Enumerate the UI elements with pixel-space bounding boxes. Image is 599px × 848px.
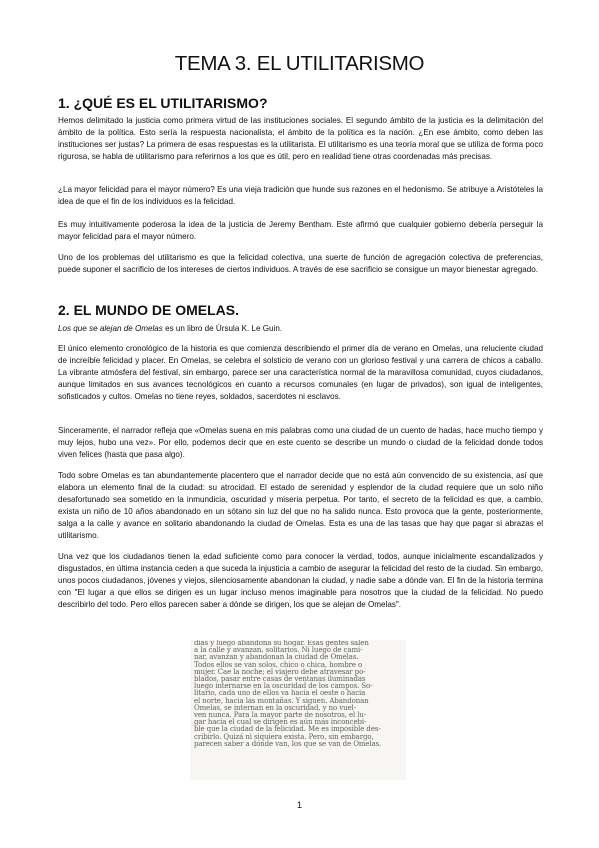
paragraph: Uno de los problemas del utilitarismo es que la felicidad colectiva, una suerte de función de agregación colectiva de preferencias, puede suponer el sacrificio de los intereses de ciertos individuos. A través de ese sacrificio se consigue un mayor bienestar agregado.	[58, 253, 543, 274]
scanned-book-excerpt-image	[190, 640, 406, 780]
scan-line: litario, cada uno de ellos va hacia el oeste o hacia	[194, 689, 366, 698]
scan-line: días y luego abandona su hogar. Esas gentes salen	[194, 640, 369, 647]
book-title: Los que se alejan de Omelas	[58, 324, 163, 333]
paragraph: Sinceramente, el narrador refleja que «Omelas suena en mis palabras como una ciudad de un cuento de hadas, hace mucho tiempo y muy lejos, hubo una vez». Por ello, podemos decir que en este cuento se describe un mundo o ciudad de la felicidad donde todos viven felices (hasta que pasa algo).	[58, 426, 543, 459]
scan-line: a la calle y avanzan, solitarios. Ni luego de cami-	[194, 646, 363, 655]
page-number: 1	[296, 800, 302, 810]
paragraph: ¿La mayor felicidad para el mayor número? Es una vieja tradición que hunde sus razones en el hedonismo. Se atribuye a Aristóteles la idea de que el fin de los individuos es la felicidad.	[58, 185, 543, 206]
paragraph: Es muy intuitivamente poderosa la idea de la justicia de Jeremy Bentham. Este afirmó que cualquier gobierno debería perseguir la mayor felicidad para el mayor número.	[58, 220, 543, 241]
section-heading-utilitarismo: 1. ¿QUÉ ES EL UTILITARISMO?	[58, 95, 268, 111]
scan-line: mujer. Cae la noche; el viajero debe atravesar po-	[194, 667, 366, 676]
scan-line: luego internarse en la oscuridad de los campos. So-	[194, 682, 373, 691]
scan-line: gar hacia el cual se dirigen es aún más inconcebi-	[194, 718, 367, 727]
scan-line: cribirlo. Quizá ni siquiera exista. Pero, sin embargo,	[194, 732, 374, 741]
scan-line: Todos ellos se van solos, chico o chica, hombre o	[194, 660, 363, 669]
scan-line: parecen saber a dónde van, los que se van de Omelas.	[194, 739, 382, 748]
book-reference	[58, 323, 543, 335]
section-heading-omelas: 2. EL MUNDO DE OMELAS.	[58, 302, 239, 318]
paragraph: Una vez que los ciudadanos tienen la edad suficiente como para conocer la verdad, todos, aunque inicialmente escandalizados y disgustados, en última instancia ceden a que suceda la injusticia a cambio de asegurar la felicidad del resto de la ciudad. Sin embargo, unos pocos ciudadanos, jóvenes y viejos, silenciosamente abandonan la ciudad, y nadie sabe a dónde van. El fin de la historia termina con "El lugar a que ellos se dirigen es un lugar incluso menos imaginable para nosotros que la ciudad de la felicidad. No puedo describirlo del todo. Pero ellos parecen saber a dónde se dirigen, los que se alejan de Omelas".	[58, 552, 543, 609]
scan-line: el norte, hacia las montañas. Y siguen. Abandonan	[194, 696, 369, 705]
scan-line: Omelas, se internan en la oscuridad, y no vuel-	[194, 703, 356, 712]
scan-line: blados, pasar entre casas de ventanas iluminadas	[194, 675, 366, 684]
scan-line: nar, avanzan y abandonan la ciudad de Omelas.	[194, 653, 359, 662]
page-title: TEMA 3. EL UTILITARISMO	[174, 52, 425, 75]
book-author-text: es un libro de Úrsula K. Le Guin.	[162, 324, 283, 333]
scan-line: ble que la ciudad de la felicidad. Me es imposible des-	[194, 725, 381, 734]
paragraph: El único elemento cronológico de la historia es que comienza describiendo el primer día de verano en Omelas, una reluciente ciudad de increíble felicidad y placer. En Omelas, se celebra el solsticio de verano con un glorioso festival y una carrera de chicos a caballo. La vibrante atmósfera del festival, sin embargo, parece ser una característica normal de la maravillosa comunidad, cuyos ciudadanos, aunque limitados en sus avances tecnológicos en cuanto a recursos comunales (en lugar de privados), son igual de inteligentes, sofisticados y cultos. Omelas no tiene reyes, soldados, sacerdotes ni esclavos.	[58, 344, 543, 401]
scan-line: ven nunca. Para la mayor parte de nosotros, el lu-	[194, 711, 367, 720]
paragraph: Hemos delimitado la justicia como primera virtud de las instituciones sociales. El segundo ámbito de la justicia es la delimitación del ámbito de la política. Esto sería la respuesta nacionalista, el ámbito de la política es la nación. ¿En ese ámbito, como deben las instituciones ser justas? La primera de esas respuestas es la utilitarista. El utilitarismo es una teoría moral que se utiliza de forma poco rigurosa, se habla de utilitarismo para referirnos a los que es útil, pero en realidad tiene otras coordenadas más precisas.	[58, 116, 543, 161]
paragraph: Todo sobre Omelas es tan abundantemente placentero que el narrador decide que no está aún convencido de su existencia, así que elabora un elemento final de la ciudad: su atrocidad. El estado de serenidad y esplendor de la ciudad requiere que un solo niño desafortunado sea sometido en la inmundicia, oscuridad y miseria perpetua. Por tanto, el secreto de la felicidad es que, a cambio, exista un niño de 10 años abandonado en un sótano sin luz del que no ha salido nunca. Esto provoca que la gente, posteriormente, salga a la calle y avance en solitario abandonando la ciudad de Omelas. Esta es una de las tasas que hay que pagar si abrazas el utilitarismo.	[58, 471, 543, 540]
